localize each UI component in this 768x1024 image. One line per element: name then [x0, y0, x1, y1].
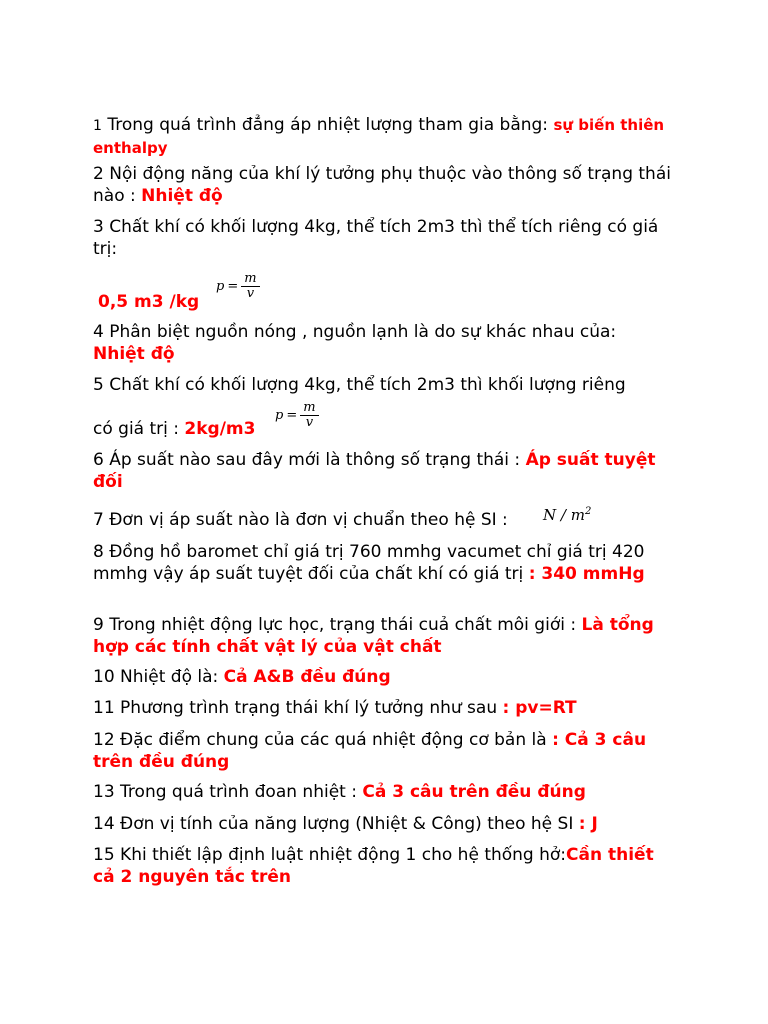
question-text: Chất khí có khối lượng 4kg, thể tích 2m3 thì khối lượng riêng [103, 375, 626, 395]
question-text: Phân biệt nguồn nóng , nguồn lạnh là do sự khác nhau của: [103, 322, 617, 342]
formula-denominator: v [305, 415, 314, 430]
question-13 [93, 781, 673, 803]
answer-text: Cả 3 câu trên đều đúng [362, 782, 586, 802]
answer-text: sự biến thiên enthalpy [93, 116, 665, 157]
question-text: Đơn vị tính của năng lượng (Nhiệt & Công) theo hệ SI [114, 814, 579, 834]
question-3 [93, 216, 673, 260]
question-number: 15 [93, 845, 115, 865]
question-8 [93, 541, 673, 585]
answer-text: Nhiệt độ [93, 344, 175, 364]
question-text: Chất khí có khối lượng 4kg, thể tích 2m3 thì thể tích riêng có giá trị: [93, 217, 659, 259]
question-number: 4 [93, 322, 104, 342]
question-1 [93, 114, 673, 159]
answer-text: Áp suất tuyệt đối [93, 450, 656, 492]
question-number: 7 [93, 510, 104, 530]
question-text: Trong nhiệt động lực học, trạng thái cuả chất môi giới : [103, 615, 582, 635]
question-2 [93, 163, 673, 207]
question-text: Áp suất nào sau đây mới là thông số trạng thái : [103, 450, 526, 470]
answer-text: : J [578, 814, 598, 834]
question-5-line-2 [93, 418, 293, 440]
question-text: Đồng hồ baromet chỉ giá trị 760 mmhg vacumet chỉ giá trị 420 mmhg vậy áp suất tuyệt đối của chất khí có giá trị [93, 542, 645, 584]
question-number: 8 [93, 542, 104, 562]
answer-text: : 340 mmHg [528, 564, 645, 584]
answer-text: Cả A&B đều đúng [223, 667, 391, 687]
question-number: 9 [93, 615, 104, 635]
question-text: Nhiệt độ là: [114, 667, 224, 687]
question-text: Phương trình trạng thái khí lý tưởng như sau [114, 698, 503, 718]
question-number: 5 [93, 375, 104, 395]
question-number: 2 [93, 164, 104, 184]
question-text: Đơn vị áp suất nào là đơn vị chuẩn theo hệ SI : [103, 510, 508, 530]
unit-base: N / m [543, 506, 585, 524]
question-10 [93, 666, 673, 688]
answer-text: Là tổng hợp các tính chất vật lý của vật chất [93, 615, 654, 657]
question-number: 14 [93, 814, 115, 834]
question-text: Nội động năng của khí lý tưởng phụ thuộc vào thông số trạng thái nào : [93, 164, 671, 206]
answer-text: Cần thiết cả 2 nguyên tắc trên [93, 845, 654, 887]
question-5 [93, 374, 673, 396]
question-text: có giá trị : [93, 419, 185, 439]
answer-text: : Cả 3 câu trên đều đúng [93, 730, 647, 772]
question-number: 13 [93, 782, 115, 802]
question-11 [93, 697, 673, 719]
question-15 [93, 844, 673, 888]
question-number: 10 [93, 667, 115, 687]
formula-numerator: m [300, 401, 318, 416]
question-14 [93, 813, 673, 835]
formula-equals: = [286, 408, 298, 423]
question-9 [93, 614, 673, 658]
question-6 [93, 449, 673, 493]
question-4 [93, 321, 673, 365]
formula-numerator: m [241, 272, 259, 287]
question-number: 11 [93, 698, 115, 718]
formula-lhs: p [275, 408, 284, 423]
si-pressure-unit [543, 506, 591, 524]
question-text: Khi thiết lập định luật nhiệt động 1 cho hệ thống hở: [114, 845, 567, 865]
question-text: Đặc điểm chung của các quá nhiệt động cơ bản là [114, 730, 553, 750]
formula-equals: = [227, 279, 239, 294]
formula-denominator: v [246, 286, 255, 301]
formula-fraction [300, 401, 318, 430]
question-number: 12 [93, 730, 115, 750]
unit-exponent: 2 [584, 506, 592, 517]
density-formula-2 [275, 401, 319, 430]
question-number: 6 [93, 450, 104, 470]
formula-lhs: p [216, 279, 225, 294]
answer-3: 0,5 m3 /kg [98, 292, 200, 312]
question-text: Trong quá trình đẳng áp nhiệt lượng tham gia bằng: [101, 115, 554, 135]
question-number: 1 [93, 118, 102, 134]
question-number: 3 [93, 217, 104, 237]
answer-text: 2kg/m3 [184, 419, 256, 439]
question-text: Trong quá trình đoan nhiệt : [114, 782, 363, 802]
answer-text: Nhiệt độ [141, 186, 223, 206]
answer-text: : pv=RT [502, 698, 577, 718]
question-12 [93, 729, 673, 773]
